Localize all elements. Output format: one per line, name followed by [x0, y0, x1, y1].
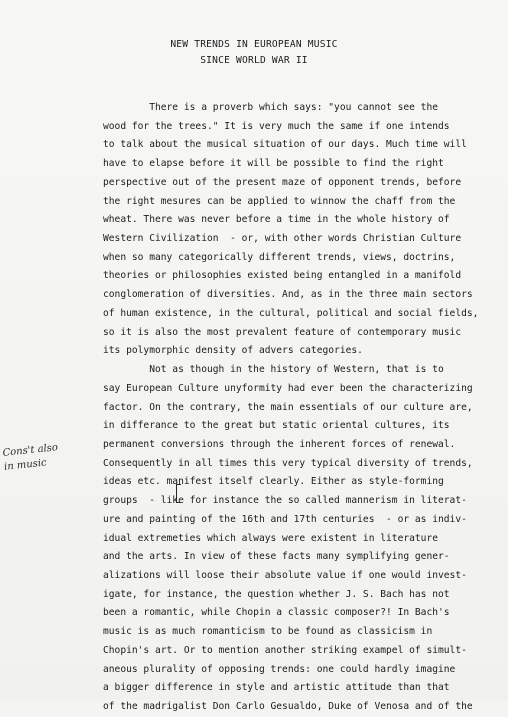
body-line: been a romantic, while Chopin a classic composer?! In Bach's: [103, 607, 450, 619]
body-line: conglomeration of diversities. And, as in the three main sectors: [103, 289, 473, 301]
margin-note-line-2: in music: [3, 457, 48, 473]
handwritten-bracket-mark: [176, 484, 181, 503]
body-line: Not as though in the history of Western, that is to: [103, 364, 444, 376]
body-line: a bigger difference in style and artistic attitude than that: [103, 682, 450, 694]
body-line: Chopin's art. Or to mention another striking exampel of simult-: [103, 644, 467, 656]
document-body: [103, 99, 499, 717]
body-line: of the madrigalist Don Carlo Gesualdo, Duke of Venosa and of the: [103, 701, 473, 712]
body-line: of human existence, in the cultural, political and social fields,: [103, 307, 479, 319]
body-line: theories or philosophies existed being entangled in a manifold: [103, 270, 462, 282]
body-line: There is a proverb which says: "you cannot see the: [103, 102, 439, 113]
body-line: say European Culture unyformity had ever been the characterizing: [103, 382, 473, 394]
body-line: Consequently in all times this very typical diversity of trends,: [103, 457, 473, 469]
body-line: groups - like for instance the so called mannerism in literat-: [103, 495, 467, 507]
document-title-line-1: NEW TRENDS IN EUROPEAN MUSIC: [170, 39, 338, 50]
margin-note-line-1: Cons't also: [2, 442, 59, 459]
body-line: aneous plurality of opposing trends: one could hardly imagine: [103, 663, 456, 675]
body-line: ideas etc. manifest itself clearly. Either as style-forming: [103, 476, 444, 488]
body-line: Western Civilization - or, with other words Christian Culture: [103, 233, 462, 245]
body-line: its polymorphic density of advers categories.: [103, 345, 363, 357]
body-line: igate, for instance, the question whether J. S. Bach has not: [103, 588, 450, 600]
body-line: so it is also the most prevalent feature of contemporary music: [103, 326, 462, 338]
body-line: in differance to the great but static oriental cultures, its: [103, 420, 450, 432]
body-line: perspective out of the present maze of opponent trends, before: [103, 176, 462, 188]
body-line: alizations will loose their absolute value if one would invest-: [103, 569, 467, 581]
handwritten-margin-note: [2, 441, 60, 475]
body-line: when so many categorically different trends, views, doctrins,: [103, 251, 456, 263]
body-line: music is as much romanticism to be found as classicism in: [103, 626, 433, 638]
document-title-line-2: SINCE WORLD WAR II: [200, 55, 308, 66]
body-line: the right mesures can be applied to winnow the chaff from the: [103, 195, 456, 207]
body-line: to talk about the musical situation of our days. Much time will: [103, 139, 467, 151]
body-line: idual extremeties which always were existent in literature: [103, 532, 439, 544]
body-line: wheat. There was never before a time in the whole history of: [103, 214, 450, 226]
body-line: have to elapse before it will be possible to find the right: [103, 158, 444, 170]
body-line: permanent conversions through the inherent forces of renewal.: [103, 438, 456, 450]
body-line: ure and painting of the 16th and 17th centuries - or as indiv-: [103, 513, 467, 525]
body-line: and the arts. In view of these facts many symplifying gener-: [103, 551, 450, 563]
body-line: factor. On the contrary, the main essentials of our culture are,: [103, 401, 473, 413]
body-line: wood for the trees." It is very much the same if one intends: [103, 120, 450, 132]
